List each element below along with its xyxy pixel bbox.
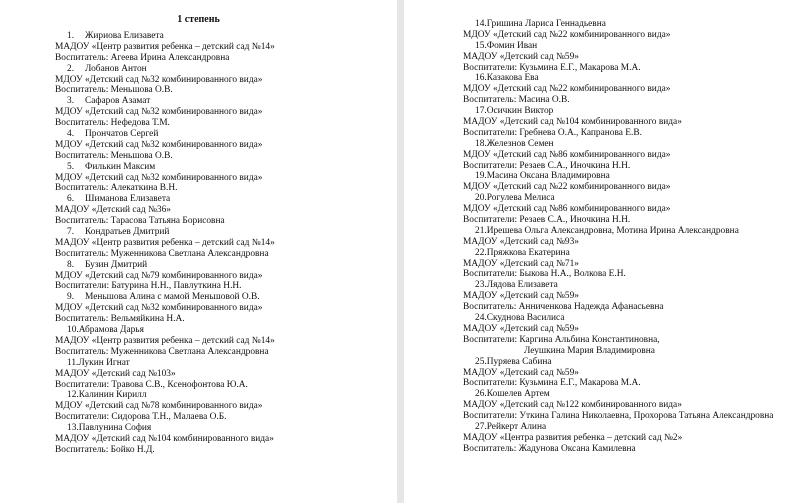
line-text: Воспитатели: Травова С.В., Ксенофонтова Ю.А. [55, 379, 248, 390]
participant-entry [55, 194, 275, 205]
line-text: МАДОУ «Детский сад №93» [463, 236, 579, 247]
line-text: Воспитатели: Уткина Галина Николаевна, Прохорова Татьяна Александровна [463, 411, 774, 422]
line-text: 21.Ирешева Ольга Александровна, Мотина Ирина Александровна [475, 225, 739, 236]
line-text: Воспитатели: Гребнева О.А., Капранова Е.В. [463, 127, 642, 138]
participant-entry [463, 280, 773, 291]
line-text: Бузин Дмитрий [85, 259, 148, 270]
line-text: Воспитатель: Муженникова Светлана Александровна [55, 248, 269, 259]
line-text: МАДОУ «Детский сад №122 комбинированного вида» [463, 400, 682, 411]
line-text: МДОУ «Детский сад №32 комбинированного вида» [55, 107, 263, 118]
line-text: 11.Лукин Игнат [67, 357, 130, 368]
line-text: Воспитатель: Меньшова О.В. [55, 85, 173, 96]
line-text: МАДОУ «Детский сад №36» [55, 205, 171, 216]
line-text: 25.Пуряева Сабина [475, 356, 552, 367]
participant-entry [463, 41, 773, 52]
line-text: МДОУ «Детский сад №22 комбинированного вида» [463, 182, 671, 193]
participant-entry [55, 64, 275, 75]
line-text: Воспитатель: Тарасова Татьяна Борисовна [55, 216, 225, 227]
entry-detail-line [55, 434, 275, 445]
line-text: Шиманова Елизавета [85, 194, 171, 205]
entry-number: 3. [67, 96, 75, 107]
line-text: Воспитатель: Бойко Н.Д. [55, 444, 155, 455]
participant-entry [463, 19, 773, 30]
entry-detail-line [463, 150, 773, 161]
line-text: МАДОУ «Центр развития ребенка – детский сад №14» [55, 335, 275, 346]
line-text: 24.Скуднова Василиса [475, 313, 565, 324]
entry-detail-line [463, 63, 773, 74]
line-text: 20.Рогулева Мелиса [475, 193, 555, 204]
entry-number: 5. [67, 161, 75, 172]
entry-detail-line [55, 445, 275, 456]
line-text: Воспитатели: Сидорова Т.Н., Малаева О.Б. [55, 412, 227, 423]
entry-detail-line [463, 269, 773, 280]
line-text: Воспитатели: Резаев С.А., Иночкина Н.Н. [463, 160, 631, 171]
line-text: Воспитатель: Анниченкова Надежда Афанасьевна [463, 302, 664, 313]
participant-entry [463, 389, 773, 400]
line-text: 12.Калинин Кирилл [67, 390, 147, 401]
line-text: 18.Железнов Семен [475, 138, 554, 149]
entry-detail-line [463, 117, 773, 128]
line-text: Лобанов Антон [85, 63, 147, 74]
entry-detail-line [463, 161, 773, 172]
line-text: Воспитатели: Батурина Н.Н., Павлуткина Н.Н. [55, 281, 242, 292]
line-text: Воспитатели: Кузьмина Е.Г., Макарова М.А. [463, 62, 641, 73]
participant-entry [463, 139, 773, 150]
line-text: Сафаров Азамат [85, 96, 151, 107]
line-text: 10.Абрамова Дарья [67, 325, 144, 336]
entry-number: 7. [67, 227, 75, 238]
entry-detail-line [463, 182, 773, 193]
entry-detail-line [55, 173, 275, 184]
entry-detail-line [55, 281, 275, 292]
entry-detail-line [463, 95, 773, 106]
entry-number: 4. [67, 129, 75, 140]
line-text: МДОУ «Детский сад №79 комбинированного вида» [55, 270, 263, 281]
participant-entry [55, 31, 275, 42]
line-text: 15.Фомин Иван [475, 40, 538, 51]
entry-detail-line [463, 302, 773, 313]
line-text: МАДОУ «Детский сад №59» [463, 367, 579, 378]
entry-detail-line [55, 336, 275, 347]
entry-detail-line [463, 324, 773, 335]
entry-detail-line [463, 291, 773, 302]
participant-entry [463, 357, 773, 368]
entry-detail-line [55, 205, 275, 216]
entry-detail-line [55, 151, 275, 162]
participant-entry [55, 390, 275, 401]
entry-detail-line [55, 216, 275, 227]
line-text: Воспитатель: Нефедова Т.М. [55, 118, 170, 129]
line-text: Меньшова Алина с мамой Меньшовой О.В. [85, 292, 260, 303]
entry-detail-line [55, 85, 275, 96]
entry-detail-line [463, 204, 773, 215]
line-text: Кондратьев Дмитрий [85, 227, 170, 238]
line-text: Леушкина Мария Владимировна [524, 345, 655, 356]
participant-entry [463, 422, 773, 433]
participant-entry [55, 292, 275, 303]
entry-detail-line [463, 400, 773, 411]
participant-list-right [463, 19, 773, 455]
entry-detail-line [55, 303, 275, 314]
entry-number: 6. [67, 194, 75, 205]
entry-detail-line [55, 75, 275, 86]
entry-detail-line [55, 140, 275, 151]
line-text: МАДОУ «Детский сад №103» [55, 368, 176, 379]
line-text: 16.Казакова Ева [475, 73, 539, 84]
entry-detail-line [463, 411, 773, 422]
entry-detail-line [55, 53, 275, 64]
line-text: МАДОУ «Центр развития ребенка – детский сад №14» [55, 41, 275, 52]
participant-entry [463, 171, 773, 182]
entry-detail-line [55, 347, 275, 358]
line-text: МАДОУ «Детский сад №59» [463, 51, 579, 62]
participant-entry [55, 96, 275, 107]
line-text: Воспитатели: Кузьмина Е.Г., Макарова М.А. [463, 378, 641, 389]
line-text: МАДОУ «Детский сад №59» [463, 291, 579, 302]
entry-detail-line [463, 215, 773, 226]
entry-detail-line [55, 42, 275, 53]
line-text: МДОУ «Детский сад №32 комбинированного вида» [55, 139, 263, 150]
line-text: Воспитатель: Меньшова О.В. [55, 150, 173, 161]
line-text: МДОУ «Детский сад №86 комбинированного вида» [463, 204, 671, 215]
entry-detail-line [55, 412, 275, 423]
participant-entry [463, 313, 773, 324]
participant-entry [463, 248, 773, 259]
line-text: Воспитатели: Быкова Н.А., Волкова Е.Н. [463, 269, 626, 280]
participant-entry [463, 226, 773, 237]
participant-entry [55, 162, 275, 173]
entry-detail-line [55, 401, 275, 412]
entry-number: 8. [67, 259, 75, 270]
entry-detail-line [463, 259, 773, 270]
line-text: Воспитатели: Резаев С.А., Иночкина Н.Н. [463, 215, 631, 226]
participant-entry [55, 358, 275, 369]
participant-entry [463, 193, 773, 204]
line-text: Воспитатель: Алекаткина В.Н. [55, 183, 178, 194]
line-text: Воспитатель: Масина О.В. [463, 95, 570, 106]
entry-detail-line [463, 128, 773, 139]
line-text: МДОУ «Детский сад №22 комбинированного вида» [463, 84, 671, 95]
line-text: МАДОУ «Детский сад №104 комбинированного вида» [55, 433, 274, 444]
line-text: МДОУ «Детский сад №86 комбинированного вида» [463, 149, 671, 160]
line-text: 17.Осичкин Виктор [475, 106, 554, 117]
line-text: Филькин Максим [85, 161, 156, 172]
line-text: Воспитатель: Вельмяйкина Н.А. [55, 314, 185, 325]
entry-detail-line [55, 107, 275, 118]
participant-entry [463, 73, 773, 84]
line-text: Воспитатель: Агеева Ирина Александровна [55, 52, 230, 63]
line-text: МДОУ «Детский сад №78 комбинированного вида» [55, 401, 263, 412]
line-text: МДОУ «Детский сад №32 комбинированного вида» [55, 74, 263, 85]
participant-list-left [55, 31, 275, 456]
entry-detail-line [463, 346, 773, 357]
document-page-right [404, 0, 800, 503]
line-text: 26.Кошелев Артем [475, 389, 550, 400]
document-page-left [0, 0, 397, 503]
entry-detail-line [55, 380, 275, 391]
line-text: МДОУ «Детский сад №32 комбинированного вида» [55, 303, 263, 314]
line-text: МАДОУ «Детский сад №59» [463, 323, 579, 334]
line-text: 19.Масина Оксана Владимировна [475, 171, 610, 182]
line-text: Жириова Елизавета [85, 31, 164, 41]
line-text: МАДОУ «Детский сад №104 комбинированного вида» [463, 117, 682, 128]
entry-detail-line [55, 118, 275, 129]
line-text: 27.Рейкерт Алина [475, 421, 547, 432]
line-text: МАДОУ «Центр развития ребенка – детский сад №14» [55, 237, 275, 248]
participant-entry [463, 106, 773, 117]
entry-detail-line [463, 378, 773, 389]
line-text: МДОУ «Детский сад №22 комбинированного вида» [463, 29, 671, 40]
line-text: Воспитатели: Каргина Альбина Константиновна, [463, 334, 660, 345]
line-text: 23.Лядова Елизавета [475, 280, 558, 291]
entry-detail-line [463, 368, 773, 379]
participant-entry [55, 325, 275, 336]
line-text: МАДОУ «Детский сад №71» [463, 258, 579, 269]
line-text: МДОУ «Детский сад №32 комбинированного вида» [55, 172, 263, 183]
line-text: Воспитатель: Жадунова Оксана Камилевна [463, 443, 636, 454]
line-text: МАДОУ «Центра развития ребенка – детский сад №2» [463, 432, 683, 443]
entry-number: 1. [67, 31, 75, 41]
entry-number: 2. [67, 63, 75, 74]
line-text: 14.Гришина Лариса Геннадьевна [475, 19, 606, 29]
entry-detail-line [55, 183, 275, 194]
participant-entry [55, 129, 275, 140]
entry-detail-line [463, 444, 773, 455]
participant-entry [55, 260, 275, 271]
entry-detail-line [55, 369, 275, 380]
entry-number: 9. [67, 292, 75, 303]
entry-detail-line [463, 433, 773, 444]
line-text: 22.Пряжкова Екатерина [475, 247, 570, 258]
line-text: Воспитатель: Муженникова Светлана Александровна [55, 346, 269, 357]
entry-detail-line [55, 314, 275, 325]
entry-detail-line [463, 52, 773, 63]
participant-entry [55, 423, 275, 434]
entry-detail-line [55, 271, 275, 282]
entry-detail-line [463, 335, 773, 346]
entry-detail-line [55, 238, 275, 249]
participant-entry [55, 227, 275, 238]
page-heading: 1 степень [177, 14, 220, 25]
entry-detail-line [463, 237, 773, 248]
line-text: 13.Павлунина София [67, 423, 152, 434]
line-text: Прончатов Сергей [85, 129, 159, 140]
entry-detail-line [463, 84, 773, 95]
entry-detail-line [463, 30, 773, 41]
entry-detail-line [55, 249, 275, 260]
